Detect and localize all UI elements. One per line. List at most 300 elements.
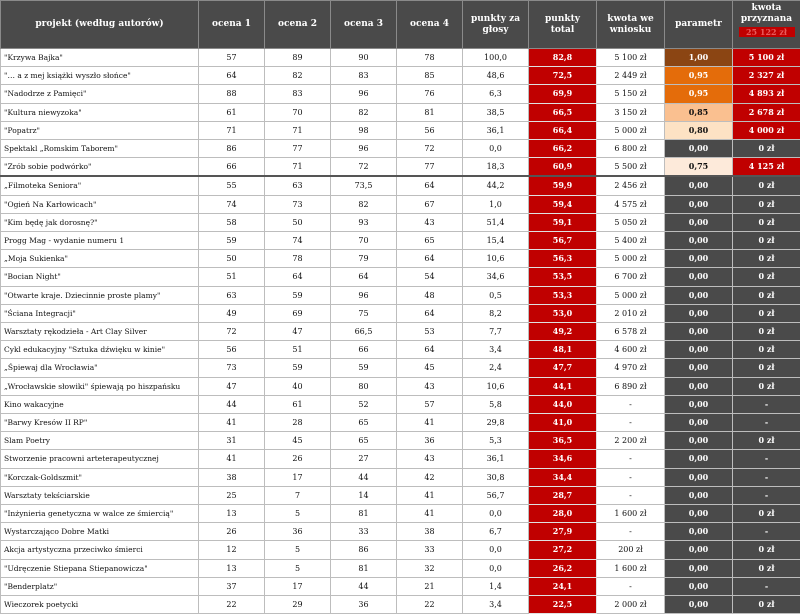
cell-ocena-3: 82 [331,195,397,213]
cell-parametr: 0,00 [665,468,733,486]
cell-kwota-wniosku: 5 500 zł [597,158,665,177]
cell-kwota-wniosku: 1 600 zł [597,559,665,577]
cell-parametr: 1,00 [665,49,733,67]
cell-kwota-przyznana: - [733,486,800,504]
cell-punkty-glosy: 0,0 [463,559,529,577]
cell-ocena-2: 78 [265,250,331,268]
table-row [1,176,800,195]
cell-punkty-total: 53,3 [529,286,597,304]
cell-punkty-glosy: 0,0 [463,505,529,523]
cell-kwota-wniosku: 4 600 zł [597,341,665,359]
cell-kwota-wniosku: 3 150 zł [597,103,665,121]
cell-punkty-glosy: 5,3 [463,432,529,450]
cell-ocena-4: 64 [397,341,463,359]
table-row [1,414,800,432]
cell-kwota-wniosku: 5 050 zł [597,213,665,231]
cell-parametr: 0,80 [665,121,733,139]
cell-ocena-2: 7 [265,486,331,504]
table-row [1,85,800,103]
cell-kwota-przyznana: - [733,414,800,432]
cell-kwota-wniosku: 5 000 zł [597,121,665,139]
cell-ocena-4: 32 [397,559,463,577]
cell-kwota-przyznana: 0 zł [733,250,800,268]
cell-parametr: 0,00 [665,577,733,595]
header-kwota-przyznana-label: kwota przyznana [741,3,792,24]
cell-punkty-glosy: 1,4 [463,577,529,595]
cell-projekt: Spektakl „Romskim Taborem" [1,140,199,158]
cell-ocena-1: 64 [199,67,265,85]
cell-parametr: 0,95 [665,67,733,85]
cell-ocena-3: 27 [331,450,397,468]
cell-kwota-przyznana: 0 zł [733,341,800,359]
table-row [1,596,800,614]
cell-ocena-3: 65 [331,432,397,450]
cell-ocena-3: 81 [331,505,397,523]
cell-punkty-total: 34,4 [529,468,597,486]
cell-punkty-glosy: 48,6 [463,67,529,85]
cell-parametr: 0,00 [665,268,733,286]
cell-punkty-total: 60,9 [529,158,597,177]
cell-projekt: „Wrocławskie słowiki" śpiewają po hiszpańsku [1,377,199,395]
cell-ocena-1: 86 [199,140,265,158]
cell-ocena-3: 44 [331,577,397,595]
table-row [1,268,800,286]
cell-projekt: "Ściana Integracji" [1,304,199,322]
cell-projekt: "Kim będę jak dorosnę?" [1,213,199,231]
cell-ocena-2: 17 [265,577,331,595]
cell-punkty-total: 66,2 [529,140,597,158]
cell-punkty-glosy: 38,5 [463,103,529,121]
cell-ocena-4: 56 [397,121,463,139]
cell-punkty-total: 48,1 [529,341,597,359]
cell-ocena-2: 64 [265,268,331,286]
cell-ocena-2: 36 [265,523,331,541]
cell-ocena-3: 44 [331,468,397,486]
cell-ocena-2: 74 [265,232,331,250]
cell-punkty-total: 72,5 [529,67,597,85]
cell-ocena-2: 28 [265,414,331,432]
table-row [1,121,800,139]
table-row [1,505,800,523]
cell-ocena-4: 45 [397,359,463,377]
cell-ocena-1: 44 [199,395,265,413]
cell-parametr: 0,00 [665,176,733,195]
cell-ocena-2: 5 [265,541,331,559]
cell-punkty-glosy: 6,7 [463,523,529,541]
cell-kwota-przyznana: 0 zł [733,505,800,523]
cell-ocena-3: 72 [331,158,397,177]
cell-punkty-total: 27,9 [529,523,597,541]
cell-ocena-1: 12 [199,541,265,559]
cell-ocena-4: 57 [397,395,463,413]
cell-ocena-4: 43 [397,377,463,395]
cell-kwota-wniosku: - [597,577,665,595]
cell-ocena-1: 66 [199,158,265,177]
cell-punkty-total: 27,2 [529,541,597,559]
cell-ocena-3: 33 [331,523,397,541]
cell-punkty-glosy: 8,2 [463,304,529,322]
cell-parametr: 0,00 [665,559,733,577]
table-row [1,432,800,450]
cell-kwota-przyznana: 0 zł [733,176,800,195]
cell-ocena-2: 45 [265,432,331,450]
cell-punkty-total: 53,5 [529,268,597,286]
cell-ocena-3: 96 [331,85,397,103]
cell-punkty-total: 66,5 [529,103,597,121]
cell-parametr: 0,00 [665,450,733,468]
table-row [1,103,800,121]
table-row [1,577,800,595]
cell-ocena-3: 83 [331,67,397,85]
cell-ocena-1: 22 [199,596,265,614]
cell-kwota-przyznana: 0 zł [733,213,800,231]
cell-ocena-1: 41 [199,414,265,432]
cell-kwota-przyznana: 2 327 zł [733,67,800,85]
cell-punkty-total: 59,9 [529,176,597,195]
cell-kwota-przyznana: 0 zł [733,377,800,395]
cell-punkty-glosy: 36,1 [463,450,529,468]
cell-ocena-1: 13 [199,505,265,523]
cell-kwota-wniosku: 5 100 zł [597,49,665,67]
table-row [1,523,800,541]
cell-ocena-2: 63 [265,176,331,195]
table-row [1,67,800,85]
cell-ocena-2: 59 [265,286,331,304]
cell-punkty-total: 26,2 [529,559,597,577]
cell-projekt: „Śpiewaj dla Wrocławia" [1,359,199,377]
cell-ocena-2: 82 [265,67,331,85]
table-row [1,213,800,231]
table-row [1,377,800,395]
cell-ocena-3: 86 [331,541,397,559]
cell-kwota-przyznana: - [733,395,800,413]
cell-ocena-4: 77 [397,158,463,177]
cell-ocena-4: 53 [397,323,463,341]
cell-parametr: 0,00 [665,341,733,359]
cell-ocena-3: 66 [331,341,397,359]
cell-ocena-4: 64 [397,304,463,322]
cell-ocena-3: 36 [331,596,397,614]
cell-kwota-przyznana: 5 100 zł [733,49,800,67]
cell-ocena-4: 67 [397,195,463,213]
cell-parametr: 0,00 [665,486,733,504]
cell-projekt: Stworzenie pracowni arteterapeutycznej [1,450,199,468]
cell-projekt: "Barwy Kresów II RP" [1,414,199,432]
cell-projekt: Warsztaty rękodzieła - Art Clay Silver [1,323,199,341]
header-ocena-2: ocena 2 [265,1,331,49]
cell-kwota-przyznana: - [733,468,800,486]
cell-ocena-3: 81 [331,559,397,577]
cell-ocena-2: 70 [265,103,331,121]
cell-ocena-3: 66,5 [331,323,397,341]
cell-kwota-wniosku: 5 000 zł [597,250,665,268]
cell-kwota-wniosku: 2 449 zł [597,67,665,85]
cell-kwota-wniosku: 6 890 zł [597,377,665,395]
cell-punkty-glosy: 10,6 [463,377,529,395]
cell-projekt: Cykl edukacyjny "Sztuka dźwięku w kinie" [1,341,199,359]
header-parametr: parametr [665,1,733,49]
cell-projekt: "Inżynieria genetyczna w walce ze śmiercią" [1,505,199,523]
cell-ocena-3: 65 [331,414,397,432]
cell-parametr: 0,00 [665,359,733,377]
cell-ocena-2: 71 [265,158,331,177]
cell-ocena-3: 14 [331,486,397,504]
cell-ocena-1: 49 [199,304,265,322]
cell-projekt: "Korczak-Goldszmit" [1,468,199,486]
cell-kwota-wniosku: - [597,523,665,541]
cell-ocena-4: 41 [397,486,463,504]
cell-kwota-przyznana: - [733,450,800,468]
cell-ocena-3: 70 [331,232,397,250]
cell-punkty-total: 59,1 [529,213,597,231]
cell-parametr: 0,00 [665,505,733,523]
cell-ocena-3: 96 [331,286,397,304]
cell-punkty-glosy: 18,3 [463,158,529,177]
header-kwota-przyznana [733,1,800,49]
cell-kwota-przyznana: 0 zł [733,232,800,250]
cell-parametr: 0,00 [665,213,733,231]
cell-ocena-4: 33 [397,541,463,559]
cell-ocena-1: 71 [199,121,265,139]
table-row [1,395,800,413]
cell-punkty-total: 82,8 [529,49,597,67]
cell-punkty-glosy: 51,4 [463,213,529,231]
cell-kwota-wniosku: 6 700 zł [597,268,665,286]
cell-kwota-wniosku: 2 456 zł [597,176,665,195]
cell-projekt: "Udręczenie Stiepana Stiepanowicza" [1,559,199,577]
cell-parametr: 0,00 [665,395,733,413]
cell-ocena-4: 48 [397,286,463,304]
cell-punkty-glosy: 36,1 [463,121,529,139]
cell-kwota-przyznana: 0 zł [733,596,800,614]
header-kwota-wniosku: kwota we wniosku [597,1,665,49]
cell-ocena-1: 72 [199,323,265,341]
cell-parametr: 0,95 [665,85,733,103]
cell-ocena-3: 82 [331,103,397,121]
cell-kwota-przyznana: 0 zł [733,541,800,559]
cell-ocena-2: 69 [265,304,331,322]
cell-kwota-wniosku: 1 600 zł [597,505,665,523]
table-row [1,232,800,250]
cell-parametr: 0,00 [665,377,733,395]
header-ocena-1: ocena 1 [199,1,265,49]
cell-ocena-3: 96 [331,140,397,158]
cell-parametr: 0,00 [665,323,733,341]
cell-ocena-4: 38 [397,523,463,541]
cell-punkty-total: 56,7 [529,232,597,250]
cell-punkty-glosy: 44,2 [463,176,529,195]
cell-ocena-2: 5 [265,505,331,523]
cell-projekt: "Ogień Na Karłowicach" [1,195,199,213]
cell-ocena-1: 73 [199,359,265,377]
cell-kwota-przyznana: 0 zł [733,268,800,286]
table-row [1,359,800,377]
cell-projekt: "… a z mej książki wyszło słońce" [1,67,199,85]
cell-punkty-total: 28,0 [529,505,597,523]
cell-parametr: 0,00 [665,596,733,614]
cell-ocena-2: 59 [265,359,331,377]
table-row [1,49,800,67]
cell-ocena-1: 51 [199,268,265,286]
cell-punkty-total: 66,4 [529,121,597,139]
table-row [1,559,800,577]
cell-ocena-4: 65 [397,232,463,250]
cell-parametr: 0,00 [665,523,733,541]
cell-ocena-1: 88 [199,85,265,103]
cell-parametr: 0,00 [665,304,733,322]
cell-kwota-przyznana: 0 zł [733,323,800,341]
cell-ocena-1: 58 [199,213,265,231]
cell-ocena-1: 63 [199,286,265,304]
cell-kwota-wniosku: - [597,468,665,486]
table-row [1,541,800,559]
cell-kwota-przyznana: - [733,523,800,541]
cell-kwota-wniosku: 2 010 zł [597,304,665,322]
cell-kwota-wniosku: - [597,486,665,504]
cell-punkty-total: 22,5 [529,596,597,614]
cell-punkty-glosy: 3,4 [463,341,529,359]
cell-ocena-2: 51 [265,341,331,359]
cell-kwota-wniosku: - [597,414,665,432]
cell-kwota-wniosku: - [597,395,665,413]
cell-kwota-przyznana: 0 zł [733,140,800,158]
cell-ocena-4: 41 [397,505,463,523]
cell-punkty-total: 69,9 [529,85,597,103]
cell-projekt: "Krzywa Bajka" [1,49,199,67]
table-row [1,323,800,341]
cell-punkty-total: 53,0 [529,304,597,322]
cell-kwota-wniosku: 4 970 zł [597,359,665,377]
cell-punkty-total: 34,6 [529,450,597,468]
cell-punkty-total: 49,2 [529,323,597,341]
cell-ocena-2: 5 [265,559,331,577]
cell-kwota-wniosku: 6 578 zł [597,323,665,341]
cell-kwota-przyznana: 0 zł [733,304,800,322]
cell-ocena-2: 73 [265,195,331,213]
header-punkty-glosy: punkty za głosy [463,1,529,49]
header-punkty-total: punkty total [529,1,597,49]
cell-punkty-glosy: 6,3 [463,85,529,103]
cell-kwota-wniosku: 4 575 zł [597,195,665,213]
cell-ocena-4: 21 [397,577,463,595]
cell-kwota-przyznana: - [733,577,800,595]
cell-ocena-4: 41 [397,414,463,432]
cell-ocena-2: 71 [265,121,331,139]
cell-kwota-wniosku: - [597,450,665,468]
cell-punkty-total: 44,1 [529,377,597,395]
cell-projekt: Slam Poetry [1,432,199,450]
cell-kwota-wniosku: 6 800 zł [597,140,665,158]
cell-punkty-glosy: 0,0 [463,541,529,559]
cell-ocena-1: 37 [199,577,265,595]
cell-punkty-total: 36,5 [529,432,597,450]
table-row [1,450,800,468]
cell-parametr: 0,00 [665,414,733,432]
cell-punkty-glosy: 7,7 [463,323,529,341]
table-row [1,140,800,158]
cell-punkty-total: 56,3 [529,250,597,268]
cell-ocena-1: 41 [199,450,265,468]
cell-ocena-2: 89 [265,49,331,67]
cell-ocena-2: 29 [265,596,331,614]
cell-punkty-glosy: 0,0 [463,140,529,158]
cell-punkty-total: 28,7 [529,486,597,504]
cell-ocena-1: 13 [199,559,265,577]
cell-punkty-glosy: 5,8 [463,395,529,413]
cell-ocena-3: 64 [331,268,397,286]
cell-projekt: Wystarczająco Dobre Matki [1,523,199,541]
cell-ocena-2: 61 [265,395,331,413]
cell-ocena-4: 42 [397,468,463,486]
cell-punkty-glosy: 100,0 [463,49,529,67]
cell-ocena-2: 47 [265,323,331,341]
cell-punkty-glosy: 29,8 [463,414,529,432]
cell-kwota-przyznana: 0 zł [733,286,800,304]
cell-kwota-wniosku: 200 zł [597,541,665,559]
cell-projekt: "Nadodrze z Pamięci" [1,85,199,103]
table-row [1,304,800,322]
cell-punkty-total: 59,4 [529,195,597,213]
header-ocena-3: ocena 3 [331,1,397,49]
cell-ocena-4: 43 [397,213,463,231]
cell-ocena-4: 54 [397,268,463,286]
cell-punkty-glosy: 0,5 [463,286,529,304]
cell-parametr: 0,00 [665,140,733,158]
cell-ocena-3: 52 [331,395,397,413]
cell-ocena-1: 55 [199,176,265,195]
cell-ocena-1: 61 [199,103,265,121]
cell-ocena-3: 79 [331,250,397,268]
cell-projekt: „Moja Sukienka" [1,250,199,268]
cell-kwota-przyznana: 0 zł [733,559,800,577]
cell-projekt: "Benderplatz" [1,577,199,595]
cell-ocena-2: 77 [265,140,331,158]
cell-kwota-wniosku: 5 400 zł [597,232,665,250]
cell-projekt: "Zrób sobie podwórko" [1,158,199,177]
cell-parametr: 0,00 [665,541,733,559]
cell-projekt: "Otwarte kraje. Dziecinnie proste plamy" [1,286,199,304]
cell-ocena-4: 85 [397,67,463,85]
cell-projekt: Progg Mag - wydanie numeru 1 [1,232,199,250]
cell-ocena-4: 64 [397,176,463,195]
cell-ocena-1: 31 [199,432,265,450]
table-row [1,341,800,359]
cell-ocena-4: 43 [397,450,463,468]
header-row [1,1,800,49]
cell-ocena-1: 59 [199,232,265,250]
cell-ocena-4: 72 [397,140,463,158]
cell-ocena-3: 59 [331,359,397,377]
table-row [1,158,800,177]
cell-ocena-1: 25 [199,486,265,504]
table-row [1,486,800,504]
cell-parametr: 0,00 [665,232,733,250]
cell-ocena-1: 56 [199,341,265,359]
cell-punkty-total: 24,1 [529,577,597,595]
cell-punkty-glosy: 3,4 [463,596,529,614]
cell-kwota-przyznana: 0 zł [733,359,800,377]
cell-projekt: "Popatrz" [1,121,199,139]
cell-kwota-wniosku: 5 000 zł [597,286,665,304]
cell-ocena-1: 47 [199,377,265,395]
cell-projekt: Akcja artystyczna przeciwko śmierci [1,541,199,559]
cell-ocena-2: 50 [265,213,331,231]
cell-punkty-total: 47,7 [529,359,597,377]
table-row [1,286,800,304]
cell-punkty-glosy: 30,8 [463,468,529,486]
cell-parametr: 0,00 [665,286,733,304]
cell-projekt: Kino wakacyjne [1,395,199,413]
